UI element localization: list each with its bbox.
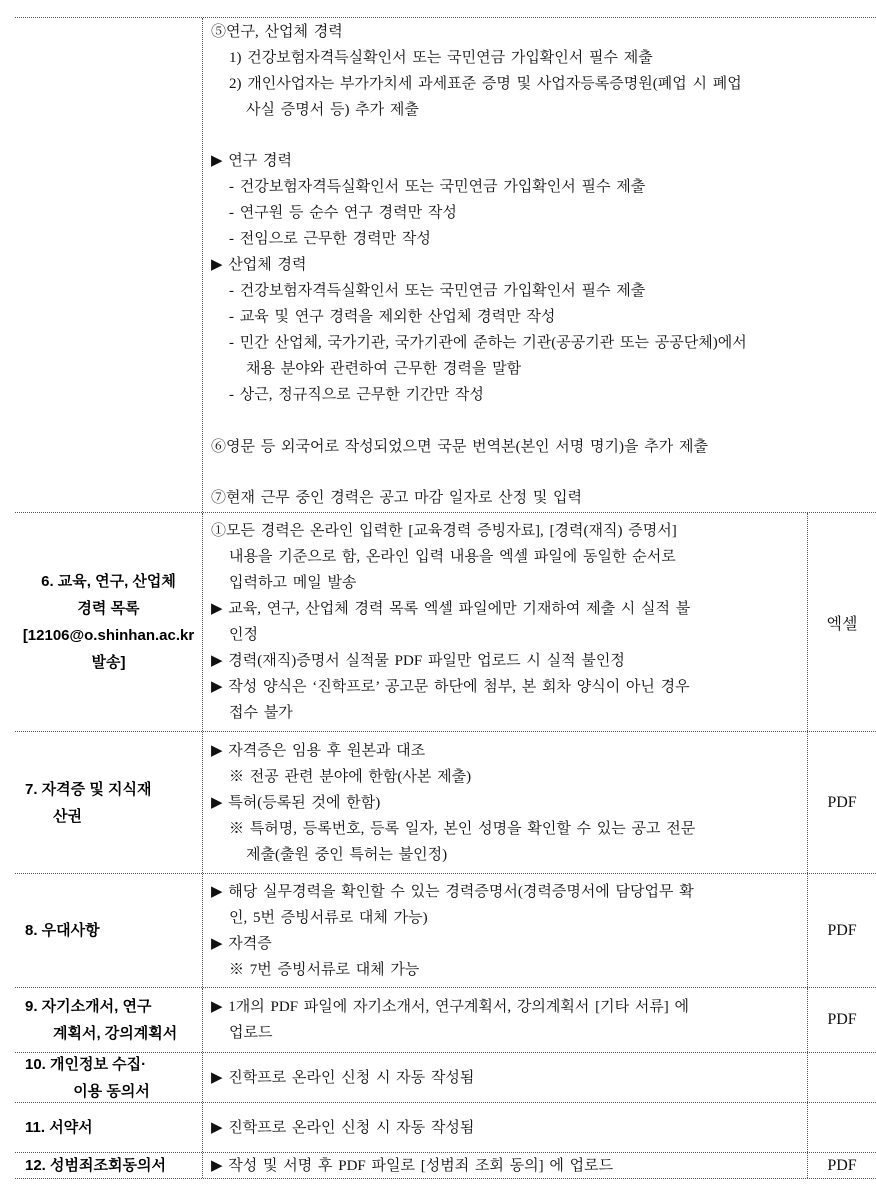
document-name-line: 산권 [53,807,82,825]
requirement-line [211,123,874,148]
requirement-line: ①모든 경력은 온라인 입력한 [교육경력 증빙자료], [경력(재직) 증명서] [211,523,677,539]
document-name-line: 경력 목록 [77,600,140,617]
file-format-label: PDF [827,793,857,811]
requirements-cell [203,732,807,873]
document-name-cell [15,513,203,731]
requirement-line: ▶ 1개의 PDF 파일에 자기소개서, 연구계획서, 강의계획서 [기타 서류] 에 [211,999,690,1015]
requirement-line [211,460,874,485]
document-name-line: 6. 교육, 연구, 산업체 [41,573,176,590]
table-row-r12 [15,1152,876,1178]
requirement-line: - 건강보험자격득실확인서 또는 국민연금 가입확인서 필수 제출 [229,283,646,300]
requirement-line: - 건강보험자격득실확인서 또는 국민연금 가입확인서 필수 제출 [229,179,646,196]
requirement-line: - 교육 및 연구 경력을 제외한 산업체 경력만 작성 [229,309,556,326]
requirement-line: ※ 전공 관련 분야에 한함(사본 제출) [229,768,472,785]
document-name-line: 12. 성범죄조회동의서 [25,1157,166,1174]
submission-documents-table [15,17,876,1179]
requirement-line: 사실 증명서 등) 추가 제출 [246,102,419,118]
file-format-cell [807,1053,876,1102]
table-row-r9 [15,987,876,1052]
file-format-label: PDF [827,1011,857,1028]
requirement-line: ▶ 진학프로 온라인 신청 시 자동 작성됨 [211,1119,475,1136]
requirement-line: 업로드 [229,1025,273,1041]
file-format-cell [807,732,876,873]
document-name-line: 계획서, 강의계획서 [53,1025,178,1042]
document-name-cell [15,732,203,873]
requirement-line: ▶ 경력(재직)증명서 실적물 PDF 파일만 업로드 시 실적 불인정 [211,653,625,669]
requirement-line: 채용 분야와 관련하여 근무한 경력을 말함 [246,361,522,378]
table-row-cont5 [15,17,876,512]
requirement-line: ※ 특허명, 등록번호, 등록 일자, 본인 성명을 확인할 수 있는 공고 전문 [229,820,696,837]
document-name-cell [15,18,203,512]
document-name-cell [15,874,203,987]
requirements-cell [203,513,807,731]
requirement-line: 인정 [229,627,258,643]
requirement-line: ⑤연구, 산업체 경력 [211,24,343,40]
requirements-cell [203,874,807,987]
requirements-cell [203,988,807,1052]
file-format-label: PDF [827,1156,857,1174]
table-row-r6 [15,512,876,731]
requirement-line: 입력하고 메일 발송 [229,575,357,591]
document-name-line: [12106@o.shinhan.ac.kr [22,627,195,644]
document-name-line: 발송] [91,654,126,671]
requirement-line: ▶ 작성 및 서명 후 PDF 파일로 [성범죄 조회 동의] 에 업로드 [211,1157,614,1174]
file-format-cell [807,1103,876,1152]
file-format-cell [807,513,876,731]
file-format-cell [807,874,876,987]
table-row-r11 [15,1102,876,1152]
requirement-line: - 연구원 등 순수 연구 경력만 작성 [229,205,457,222]
file-format-cell [807,988,876,1052]
requirements-cell [203,1103,807,1152]
requirement-line: - 민간 산업체, 국가기관, 국가기관에 준하는 기관(공공기관 또는 공공단체)에서 [229,335,747,352]
requirement-line: ▶ 특허(등록된 것에 한함) [211,794,381,811]
requirement-line: ⑥영문 등 외국어로 작성되었으면 국문 번역본(본인 서명 명기)을 추가 제출 [211,438,708,455]
document-name-line: 9. 자기소개서, 연구 [25,998,152,1015]
document-name-cell [15,1103,203,1152]
document-name-cell [15,1053,203,1102]
document-name-cell [15,1153,203,1178]
document-name-line: 8. 우대사항 [25,922,100,939]
requirement-line: ▶ 작성 양식은 ‘진학프로’ 공고문 하단에 첨부, 본 회차 양식이 아닌 경우 [211,679,690,695]
requirements-cell [203,1053,807,1102]
document-name-line: 이용 동의서 [73,1082,150,1100]
document-name-line: 7. 자격증 및 지식재 [25,780,152,798]
requirement-line [211,408,874,433]
file-format-label: 엑셀 [826,615,858,633]
requirement-line: 1) 건강보험자격득실확인서 또는 국민연금 가입확인서 필수 제출 [229,50,653,66]
requirement-line: 2) 개인사업자는 부가가치세 과세표준 증명 및 사업자등록증명원(폐업 시 폐업 [229,76,742,92]
requirement-line: ▶ 자격증 [211,935,272,952]
requirement-line: ※ 7번 증빙서류로 대체 가능 [229,961,420,978]
table-row-r8 [15,873,876,987]
requirements-cell [203,18,876,512]
requirement-line: ▶ 연구 경력 [211,153,292,170]
file-format-cell [807,1153,876,1178]
requirement-line: ▶ 자격증은 임용 후 원본과 대조 [211,742,426,759]
requirement-line: - 전임으로 근무한 경력만 작성 [229,231,431,248]
requirement-line: ▶ 산업체 경력 [211,257,307,274]
requirement-line: 내용을 기준으로 함, 온라인 입력 내용을 엑셀 파일에 동일한 순서로 [229,549,676,565]
requirement-line: 인, 5번 증빙서류로 대체 가능) [229,909,428,926]
requirement-line: 접수 불가 [229,705,293,721]
table-row-r10 [15,1052,876,1102]
file-format-label: PDF [827,921,857,939]
document-name-cell [15,988,203,1052]
requirements-cell [203,1153,807,1178]
requirement-line: ▶ 진학프로 온라인 신청 시 자동 작성됨 [211,1069,475,1086]
document-name-line: 11. 서약서 [25,1119,93,1136]
requirement-line: - 상근, 정규직으로 근무한 기간만 작성 [229,387,484,404]
requirement-line: ▶ 해당 실무경력을 확인할 수 있는 경력증명서(경력증명서에 담당업무 확 [211,883,694,900]
requirement-line: ⑦현재 근무 중인 경력은 공고 마감 일자로 산정 및 입력 [211,489,583,506]
table-row-r7 [15,731,876,873]
requirement-line: ▶ 교육, 연구, 산업체 경력 목록 엑셀 파일에만 기재하여 제출 시 실적 불 [211,601,691,617]
requirement-line: 제출(출원 중인 특허는 불인정) [246,846,448,863]
document-name-line: 10. 개인정보 수집· [25,1055,147,1073]
